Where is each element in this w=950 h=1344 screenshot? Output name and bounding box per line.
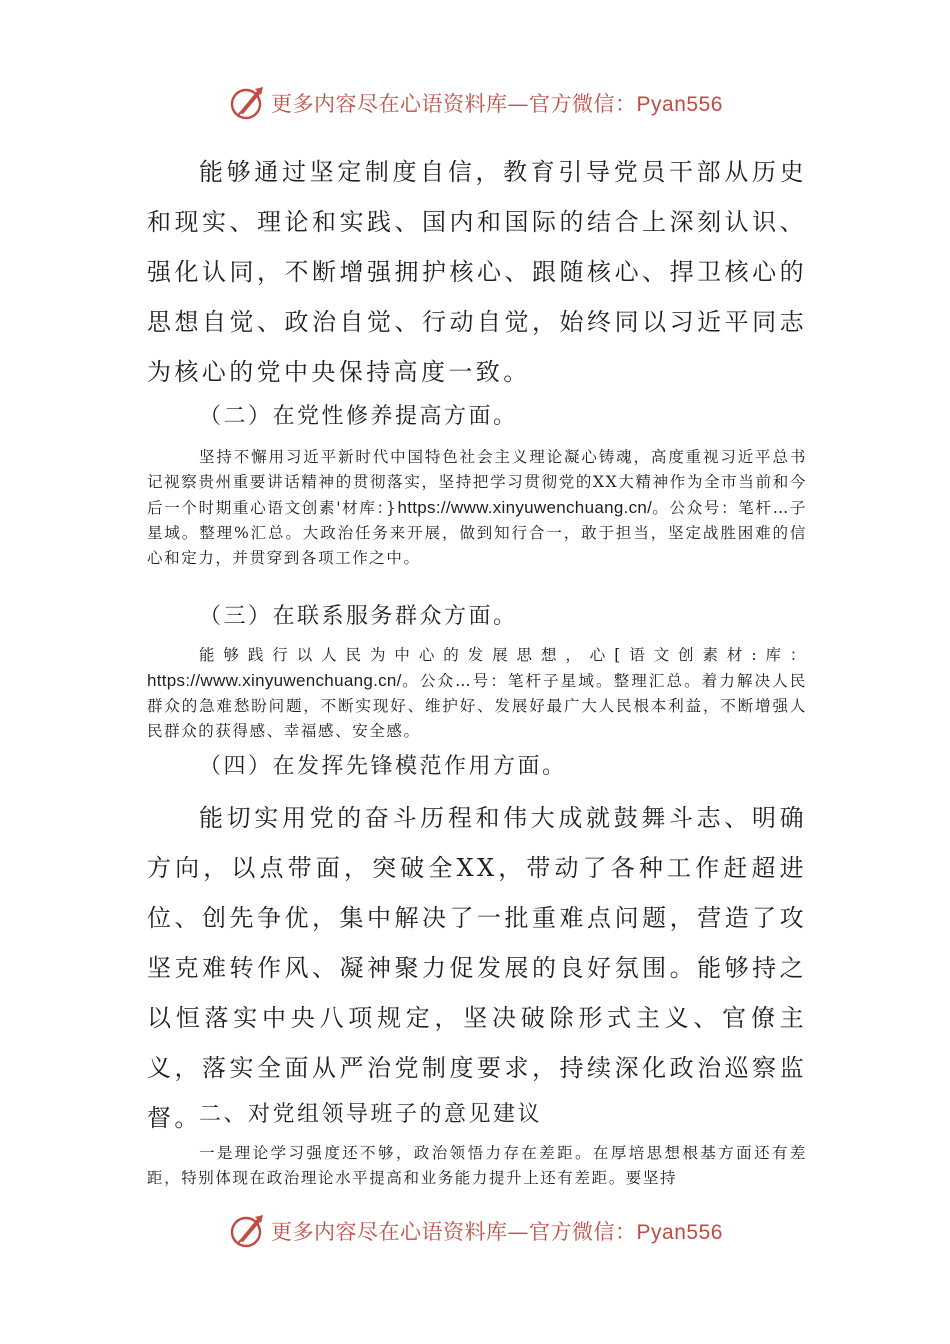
heading-party-spirit: （二）在党性修养提高方面。	[199, 404, 518, 429]
paragraph-5: 一是理论学习强度还不够，政治领悟力存在差距。在厚培思想根基方面还有差距，特别体现在政治理论水平提高和业务能力提升上还有差距。要坚持	[147, 1144, 807, 1187]
paragraph-2-part-a: 坚持不懈用习近平新时代中国特色社会主义理论凝心铸魂，高度重视习近平总书记视察贵州重要讲话精神的贯彻落实，坚持把学习贯彻党的XX大精神作为全市当前和今后一个时期重心语文创素'材库：}	[147, 448, 807, 517]
footer-watermark	[0, 1208, 950, 1254]
watermark-wechat-id-footer: Pyan556	[636, 1221, 723, 1244]
paragraph-2-part-b: 。公众号：笔杆…子星域。整理%汇总。大政治任务来开展，做到知行合一，敢于担当，坚定战胜困难的信心和定力，并贯穿到各项工作之中。	[147, 499, 807, 567]
heading-serve-masses: （三）在联系服务群众方面。	[199, 604, 518, 629]
watermark-site: 更多内容尽在心语资料库—官方微信：	[271, 92, 637, 116]
header-watermark	[0, 80, 950, 126]
paragraph-3	[147, 643, 807, 744]
paragraph-1: 能够通过坚定制度自信，教育引导党员干部从历史和现实、理论和实践、国内和国际的结合上深刻认识、强化认同，不断增强拥护核心、跟随核心、捍卫核心的思想自觉、政治自觉、行动自觉，始终同以习近平同志为核心的党中央保持高度一致。	[147, 158, 807, 386]
watermark-site-footer: 更多内容尽在心语资料库—官方微信：	[271, 1220, 637, 1244]
heading-suggestions: 二、对党组领导班子的意见建议	[199, 1102, 543, 1127]
watermark-text-footer	[271, 1216, 723, 1246]
paragraph-3-url: https://www.xinyuwenchuang.cn/	[147, 671, 402, 690]
quill-pen-circle-icon	[227, 1211, 267, 1251]
heading-vanguard-role: （四）在发挥先锋模范作用方面。	[199, 754, 567, 779]
quill-pen-circle-icon	[227, 83, 267, 123]
paragraph-2-url: https://www.xinyuwenchuang.cn/	[397, 498, 653, 517]
paragraph-2	[147, 445, 807, 571]
paragraph-4: 能切实用党的奋斗历程和伟大成就鼓舞斗志、明确方向，以点带面，突破全XX，带动了各种工作赶超进位、创先争优，集中解决了一批重难点问题，营造了攻坚克难转作风、凝神聚力促发展的良好氛围。能够持之以恒落实中央八项规定，坚决破除形式主义、官僚主义，落实全面从严治党制度要求，持续深化政治巡察监督。	[147, 804, 807, 1132]
watermark-wechat-id: Pyan556	[636, 93, 723, 116]
paragraph-3-part-b: 。公众…号：笔杆子星域。整理汇总。着力解决人民群众的急难愁盼问题，不断实现好、维护好、发展好最广大人民根本利益，不断增强人民群众的获得感、幸福感、安全感。	[147, 672, 807, 740]
paragraph-3-part-a: 能够践行以人民为中心的发展思想，心[语文创素材:库：	[199, 646, 807, 664]
watermark-text	[271, 88, 723, 118]
